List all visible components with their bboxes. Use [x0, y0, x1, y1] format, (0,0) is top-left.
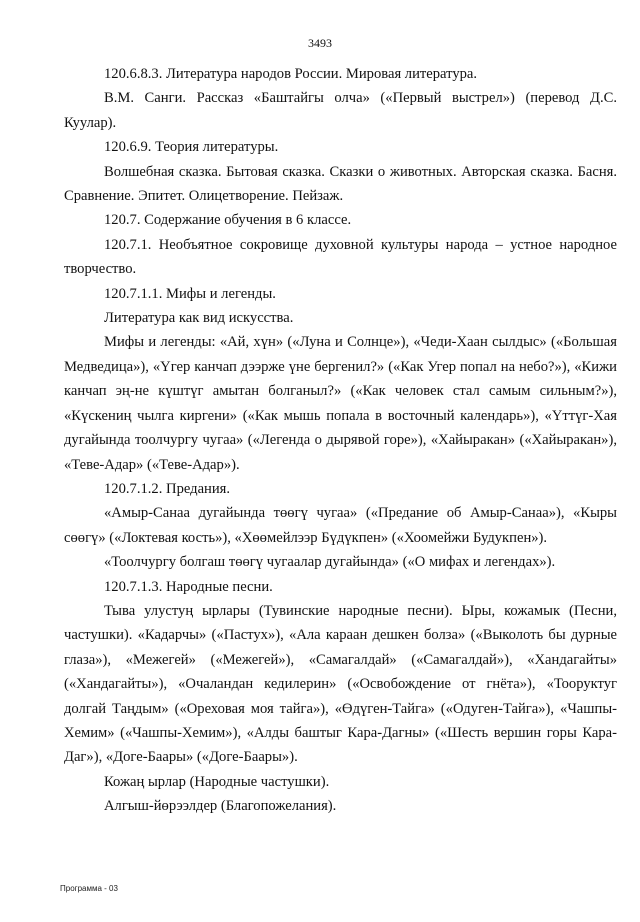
footer-label: Программа - 03 [60, 884, 118, 893]
paragraph: 120.6.9. Теория литературы. [104, 139, 279, 156]
paragraph: В.М. Санги. Рассказ «Баштайгы олча» («Первый выстрел») (перевод Д.С. Куулар). [64, 90, 617, 131]
paragraph: 120.7.1.2. Предания. [104, 480, 231, 497]
paragraph: 120.7. Содержание обучения в 6 классе. [104, 212, 352, 229]
paragraph: Алгыш-йөрээлдер (Благопожелания). [104, 798, 337, 815]
document-body [64, 62, 617, 819]
paragraph: «Амыр-Санаа дугайында төөгү чугаа» («Предание об Амыр-Санаа»), «Кыры сөөгү» («Локтевая кость»), «Хөөмейлээр Бүдүкпен» («Хоомейжи Будукпен»). [64, 505, 617, 546]
paragraph: Волшебная сказка. Бытовая сказка. Сказки о животных. Авторская сказка. Басня. Сравнение. Эпитет. Олицетворение. Пейзаж. [64, 163, 617, 205]
paragraph: Мифы и легенды: «Ай, хүн» («Луна и Солнце»), «Чеди-Хаан сылдыс» («Большая Медведица»), «Үгер канчап дээрже үне бергенил?» («Как Угер попал на небо?»), «Кижи канчап эң-не күштүг амытан болганыл?» («Как человек стал самым сильным?»), «Күскениң чылга киргени» («Как мышь попала в восточный календарь»), «Үттүг-Хая дугайында тоолчургу чугаа» («Легенда о дырявой горе»), «Хайыракан» («Хайыракан»), «Теве-Адар» («Теве-Адар»). [64, 334, 617, 473]
page-number: 3493 [308, 36, 332, 50]
paragraph: Тыва улустуң ырлары (Тувинские народные песни). Ыры, кожамык (Песни, частушки). «Кадарчы» («Пастух»), «Ала караан дешкен болза» («Выколоть бы дурные глаза»), «Межегей» («Межегей»), «Самагалдай» («Самагалдай»), «Хандагайты» («Хандагайты»), «Очаландан кедилерин» («Освобождение от гнёта»), «Тооруктуг долгай Таңдым» («Ореховая моя тайга»), «Өдүген-Тайга» («Одуген-Тайга»), «Чашпы-Хемим» («Чашпы-Хемим»), «Алды баштыг Кара-Дагны» («Шесть вершин горы Кара-Даг»), «Доге-Баары» («Доге-Баары»). [64, 602, 617, 766]
paragraph: «Тоолчургу болгаш төөгү чугаалар дугайында» («О мифах и легендах»). [104, 554, 556, 571]
paragraph: Литература как вид искусства. [104, 310, 294, 327]
paragraph: 120.7.1.3. Народные песни. [104, 578, 273, 595]
paragraph: Кожаң ырлар (Народные частушки). [104, 773, 330, 790]
paragraph: 120.6.8.3. Литература народов России. Мировая литература. [104, 66, 478, 82]
paragraph: 120.7.1. Необъятное сокровище духовной культуры народа – устное народное творчество. [64, 236, 617, 278]
paragraph: 120.7.1.1. Мифы и легенды. [104, 285, 276, 302]
